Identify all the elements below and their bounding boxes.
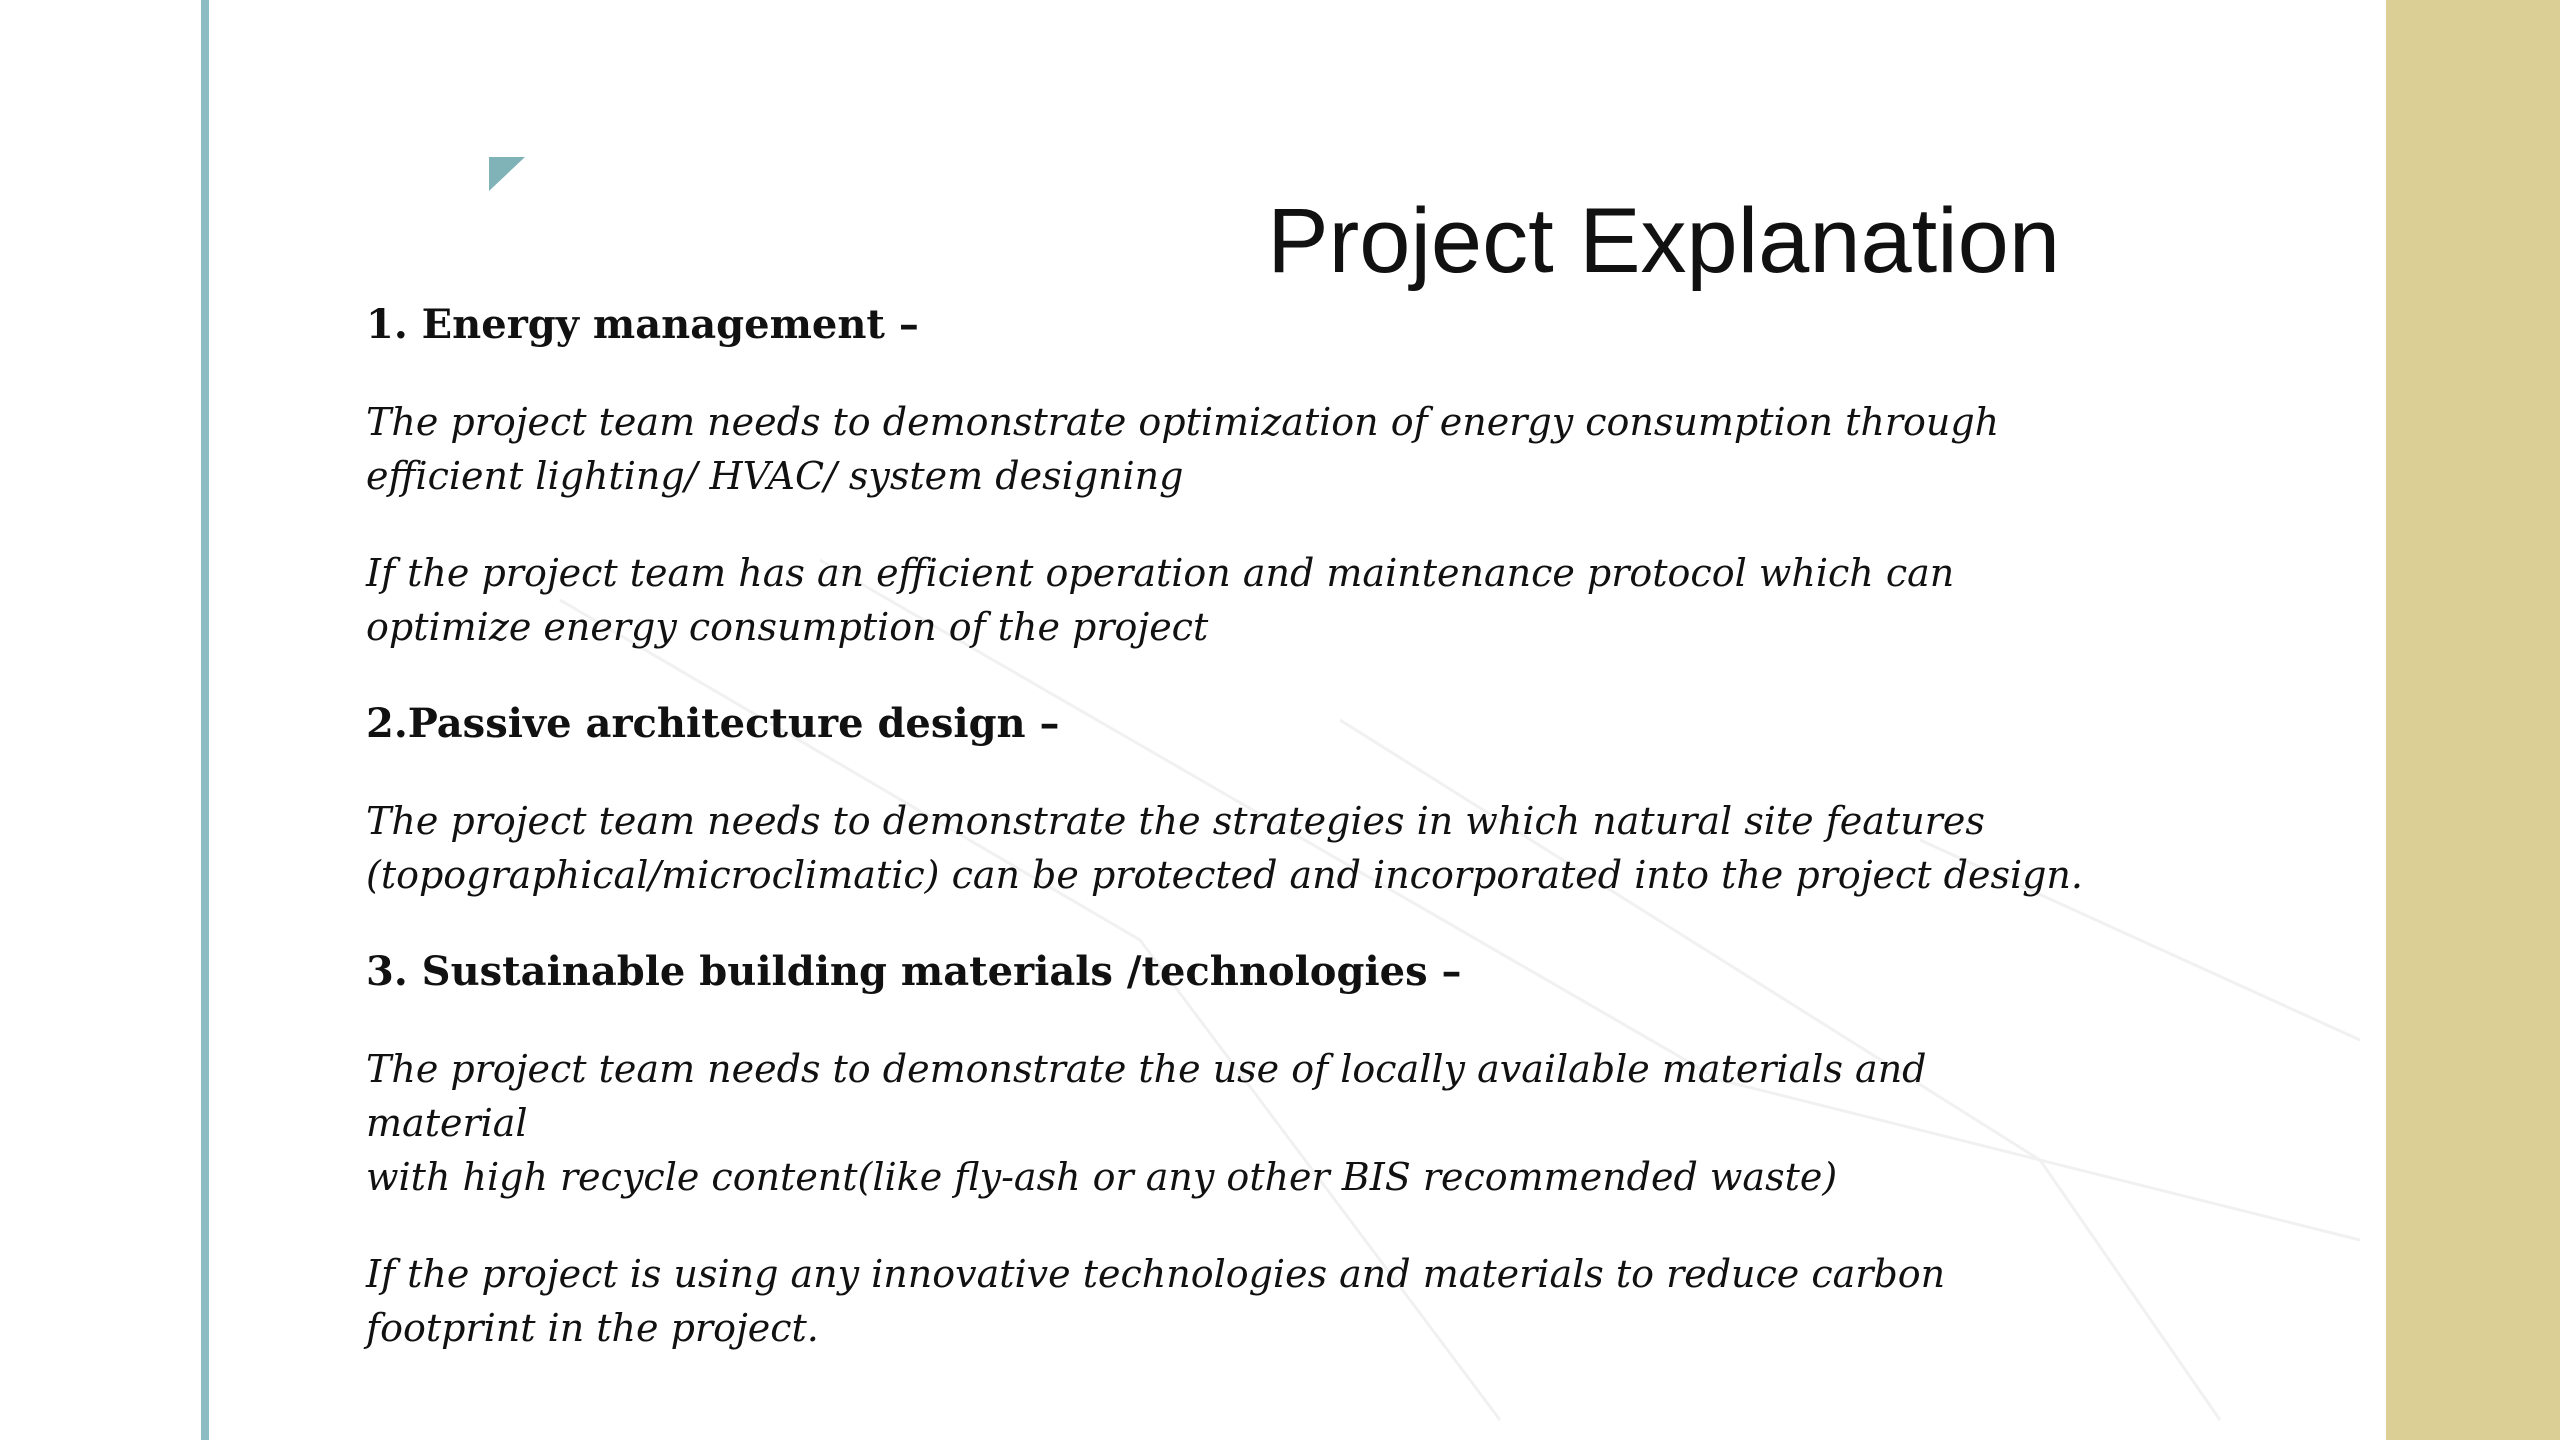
paragraph-line: If the project team has an efficient operation and maintenance protocol which can [366,551,1955,595]
paragraph-line: (topographical/microclimatic) can be protected and incorporated into the project design. [366,853,2083,897]
section-heading-materials: 3. Sustainable building materials /technologies – [366,948,1462,995]
left-accent-rule [201,0,209,1440]
triangle-corner-icon [489,157,525,191]
paragraph-line: footprint in the project. [366,1306,819,1350]
paragraph-line: If the project is using any innovative technologies and materials to reduce carbon [366,1252,1946,1296]
paragraph-line: efficient lighting/ HVAC/ system designing [366,454,1184,498]
slide-content [366,298,2096,1355]
paragraph-line: The project team needs to demonstrate optimization of energy consumption through [366,400,2000,444]
paragraph-innovative-technologies [366,1247,2096,1355]
slide-title: Project Explanation [1267,190,2060,292]
paragraph-site-features [366,794,2096,902]
paragraph-local-materials [366,1042,2096,1204]
paragraph-line: optimize energy consumption of the project [366,605,1209,649]
paragraph-operation-maintenance [366,546,2096,654]
paragraph-line: The project team needs to demonstrate the use of locally available materials and material [366,1047,1927,1145]
paragraph-line: The project team needs to demonstrate the strategies in which natural site features [366,799,1985,843]
paragraph-line: with high recycle content(like fly-ash or any other BIS recommended waste) [366,1155,1838,1199]
right-side-band [2386,0,2560,1440]
section-heading-energy: 1. Energy management – [366,301,919,348]
paragraph-energy-optimization [366,395,2096,503]
section-heading-passive: 2.Passive architecture design – [366,700,1060,747]
